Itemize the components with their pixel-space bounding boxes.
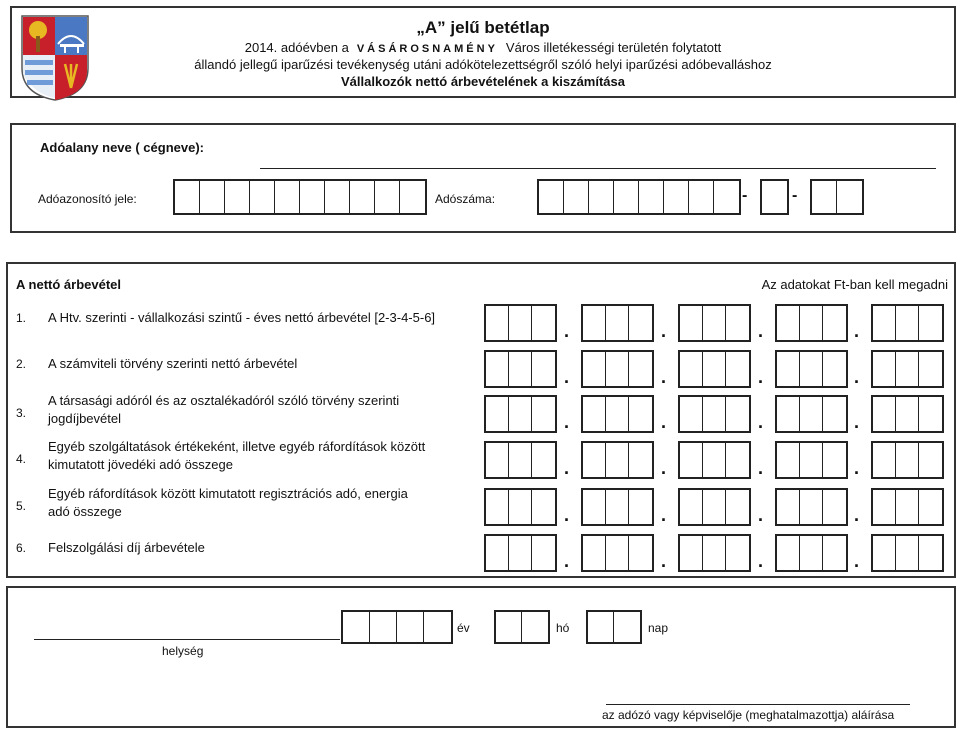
thousands-separator: . [854, 412, 860, 432]
amount-boxes[interactable] [775, 395, 848, 433]
revenue-title: A nettó árbevétel [16, 277, 121, 292]
header-line-2: állandó jellegű iparűzési tevékenység utáni adókötelezettségről szóló helyi iparűzési adóbevalláshoz [194, 57, 772, 72]
row-number: 1. [16, 311, 27, 325]
day-label: nap [648, 621, 669, 635]
revenue-panel [6, 262, 956, 578]
row-label: Felszolgálási díj árbevétele [48, 540, 205, 555]
thousands-separator: . [661, 458, 667, 478]
header-panel [10, 6, 956, 98]
tax-number-label: Adószáma: [435, 192, 496, 206]
city-name: VÁSÁROSNAMÉNY [356, 43, 498, 55]
thousands-separator: . [854, 321, 860, 341]
place-label: helység [162, 644, 204, 658]
amount-boxes[interactable] [775, 350, 848, 388]
row-label: kimutatott jövedéki adó összege [48, 457, 233, 472]
amount-boxes[interactable] [678, 395, 751, 433]
amount-boxes[interactable] [678, 441, 751, 479]
signature-label: az adózó vagy képviselője (meghatalmazottja) aláírása [602, 708, 895, 722]
thousands-separator: . [854, 458, 860, 478]
thousands-separator: . [564, 505, 570, 525]
amount-boxes[interactable] [484, 395, 557, 433]
amount-boxes[interactable] [581, 395, 654, 433]
amount-boxes[interactable] [678, 534, 751, 572]
amount-boxes[interactable] [775, 304, 848, 342]
amount-boxes[interactable] [775, 488, 848, 526]
amount-boxes[interactable] [678, 488, 751, 526]
thousands-separator: . [854, 367, 860, 387]
amount-boxes[interactable] [581, 534, 654, 572]
thousands-separator: . [661, 412, 667, 432]
header-line-3: Vállalkozók nettó árbevételének a kiszámítása [341, 74, 625, 89]
amount-boxes[interactable] [484, 304, 557, 342]
amount-boxes[interactable] [678, 350, 751, 388]
thousands-separator: . [564, 367, 570, 387]
row-number: 4. [16, 452, 27, 466]
amount-boxes[interactable] [871, 304, 944, 342]
thousands-separator: . [854, 551, 860, 571]
unit-note: Az adatokat Ft-ban kell megadni [761, 277, 948, 292]
row-label: A számviteli törvény szerinti nettó árbevétel [48, 356, 298, 371]
tax-number-dash-1: - [742, 187, 748, 204]
year-label: év [457, 621, 470, 635]
amount-boxes[interactable] [484, 350, 557, 388]
thousands-separator: . [661, 367, 667, 387]
amount-boxes[interactable] [484, 441, 557, 479]
tax-number-county-boxes[interactable] [810, 179, 864, 215]
thousands-separator: . [758, 412, 764, 432]
amount-boxes[interactable] [871, 534, 944, 572]
tax-number-dash-2: - [792, 187, 798, 204]
taxpayer-name-label: Adóalany neve ( cégneve): [40, 140, 204, 155]
amount-boxes[interactable] [484, 534, 557, 572]
row-label: Egyéb ráfordítások között kimutatott regisztrációs adó, energia [48, 486, 408, 501]
amount-boxes[interactable] [871, 488, 944, 526]
row-label: jogdíjbevétel [48, 411, 121, 426]
month-boxes[interactable] [494, 610, 550, 644]
thousands-separator: . [758, 551, 764, 571]
header-year-prefix: 2014. adóévben a [244, 40, 349, 55]
row-label: A társasági adóról és az osztalékadóról szóló törvény szerinti [48, 393, 400, 408]
thousands-separator: . [758, 458, 764, 478]
thousands-separator: . [661, 505, 667, 525]
row-number: 3. [16, 406, 27, 420]
row-number: 2. [16, 357, 27, 371]
tax-number-boxes[interactable] [537, 179, 741, 215]
day-boxes[interactable] [586, 610, 642, 644]
thousands-separator: . [758, 505, 764, 525]
row-number: 6. [16, 541, 27, 555]
amount-boxes[interactable] [581, 304, 654, 342]
taxpayer-name-field[interactable] [260, 168, 936, 169]
thousands-separator: . [564, 321, 570, 341]
amount-boxes[interactable] [581, 441, 654, 479]
row-label: adó összege [48, 504, 122, 519]
amount-boxes[interactable] [581, 350, 654, 388]
form-title: „A” jelű betétlap [416, 18, 550, 37]
signature-field[interactable] [606, 704, 910, 705]
amount-boxes[interactable] [871, 395, 944, 433]
year-boxes[interactable] [341, 610, 453, 644]
amount-boxes[interactable] [871, 441, 944, 479]
thousands-separator: . [661, 321, 667, 341]
row-number: 5. [16, 499, 27, 513]
amount-boxes[interactable] [775, 441, 848, 479]
tax-number-vat-box[interactable] [760, 179, 789, 215]
amount-boxes[interactable] [775, 534, 848, 572]
amount-boxes[interactable] [484, 488, 557, 526]
row-label: A Htv. szerinti - vállalkozási szintű - éves nettó árbevétel [2-3-4-5-6] [48, 310, 436, 325]
taxpayer-panel [10, 123, 956, 233]
thousands-separator: . [854, 505, 860, 525]
header-year-suffix: Város illetékességi területén folytatott [505, 40, 722, 55]
amount-boxes[interactable] [871, 350, 944, 388]
tax-id-label: Adóazonosító jele: [38, 192, 137, 206]
thousands-separator: . [564, 412, 570, 432]
header-line-1 [12, 40, 954, 57]
place-field[interactable] [34, 639, 340, 640]
signature-panel [6, 586, 956, 728]
thousands-separator: . [758, 321, 764, 341]
tax-id-boxes[interactable] [173, 179, 427, 215]
amount-boxes[interactable] [581, 488, 654, 526]
month-label: hó [556, 621, 570, 635]
row-label: Egyéb szolgáltatások értékeként, illetve egyéb ráfordítások között [48, 439, 426, 454]
thousands-separator: . [758, 367, 764, 387]
thousands-separator: . [564, 551, 570, 571]
thousands-separator: . [661, 551, 667, 571]
amount-boxes[interactable] [678, 304, 751, 342]
thousands-separator: . [564, 458, 570, 478]
